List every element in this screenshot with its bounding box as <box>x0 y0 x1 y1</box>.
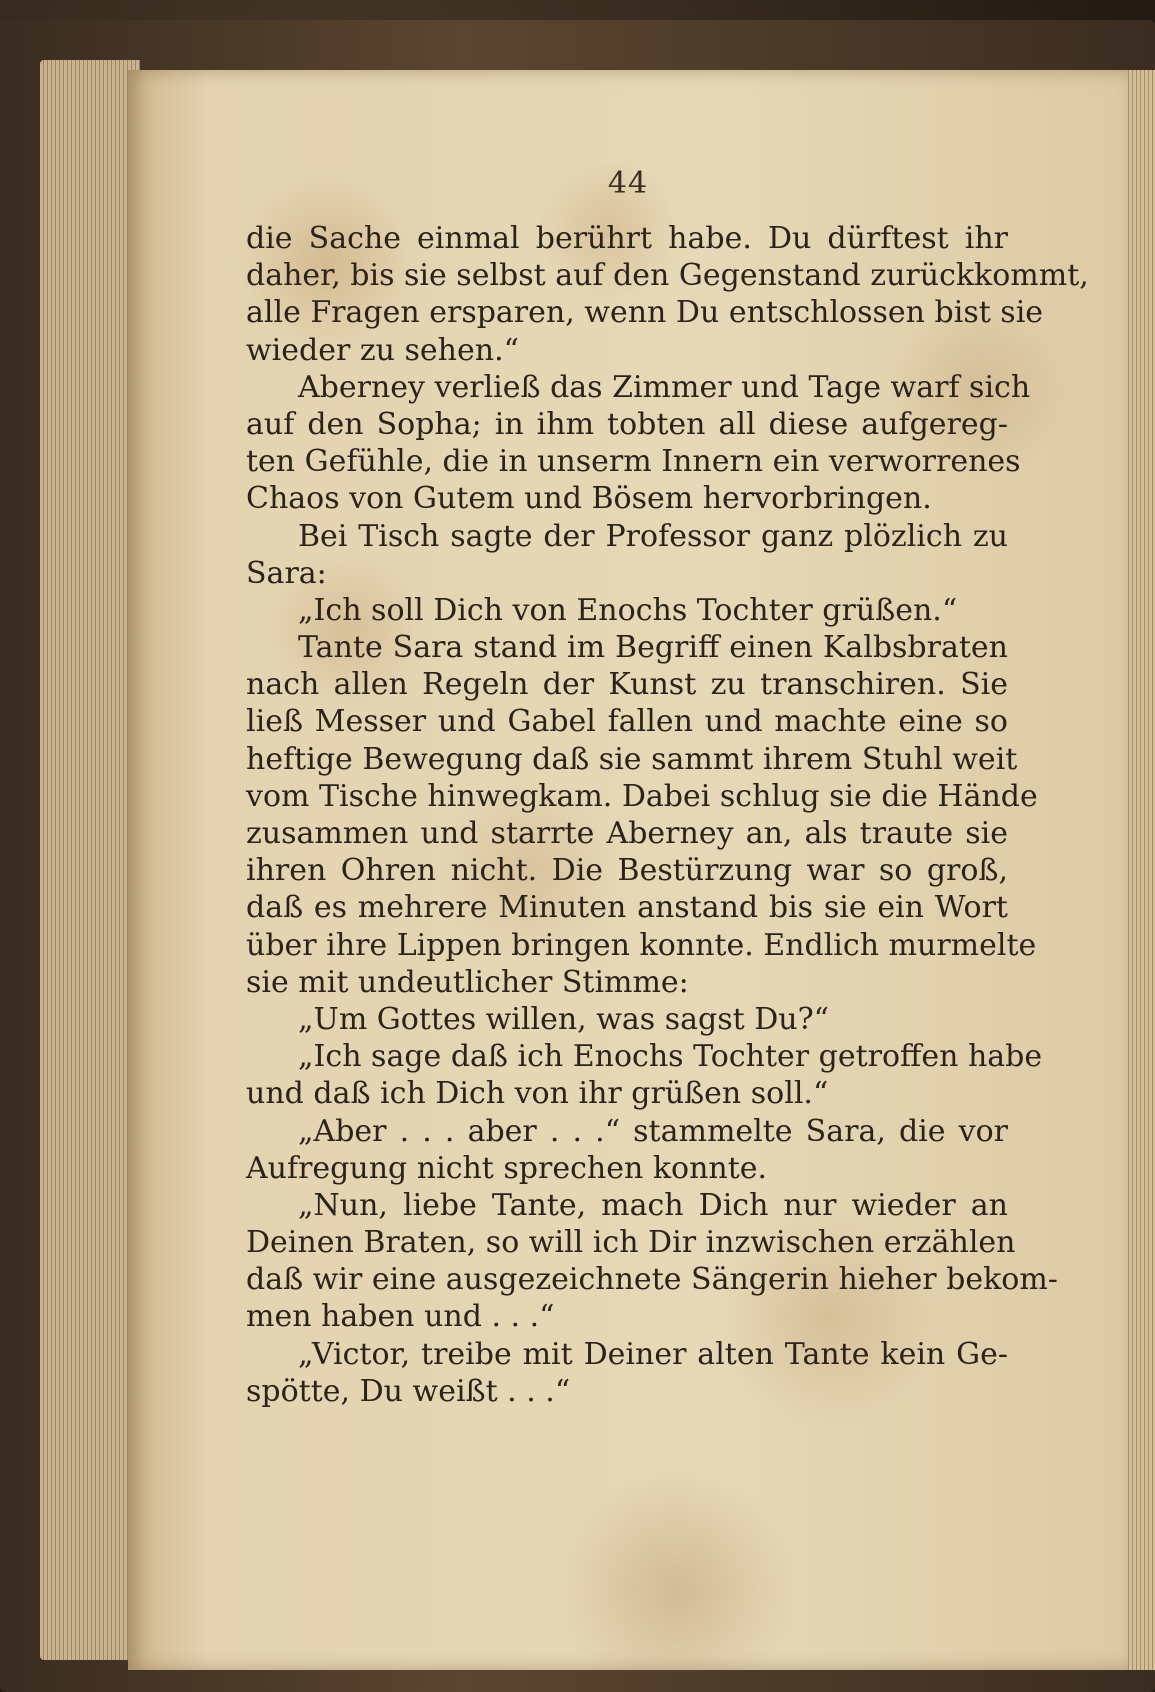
text-line: sie mit undeutlicher Stimme: <box>246 964 689 1000</box>
text-line: Tante Sara stand im Begriff einen Kalbsbraten <box>298 630 1008 666</box>
text-line: Chaos von Gutem und Bösem hervorbringen. <box>246 481 932 517</box>
text-line: ihren Ohren nicht. Die Bestürzung war so groß, <box>246 853 1008 889</box>
text-line: Bei Tisch sagte der Professor ganz plözlich zu <box>298 518 1008 554</box>
text-line: „Nun, liebe Tante, mach Dich nur wieder an <box>298 1187 1008 1223</box>
text-line: Aufregung nicht sprechen konnte. <box>246 1150 768 1186</box>
text-line: Sara: <box>246 555 327 591</box>
page-edges-left <box>40 60 140 1660</box>
text-line: alle Fragen ersparen, wenn Du entschlossen bist sie <box>246 295 1044 331</box>
text-line: daher, bis sie selbst auf den Gegenstand zurückkommt, <box>246 258 1089 294</box>
body-text <box>246 220 1089 1410</box>
text-line: nach allen Regeln der Kunst zu transchiren. Sie <box>246 667 1008 703</box>
text-line: wieder zu sehen.“ <box>246 332 519 368</box>
text-line: „Ich sage daß ich Enochs Tochter getroffen habe <box>298 1039 1043 1075</box>
text-line: men haben und . . .“ <box>246 1299 555 1335</box>
text-line: ließ Messer und Gabel fallen und machte eine so <box>246 704 1008 740</box>
page-edges-right <box>1125 70 1155 1670</box>
text-line: und daß ich Dich von ihr grüßen soll.“ <box>246 1076 829 1112</box>
text-line: spötte, Du weißt . . .“ <box>246 1373 571 1409</box>
text-line: Aberney verließ das Zimmer und Tage warf sich <box>298 369 1031 405</box>
book-page <box>128 70 1128 1670</box>
text-line: „Victor, treibe mit Deiner alten Tante kein Ge- <box>298 1336 1008 1372</box>
text-line: „Um Gottes willen, was sagst Du?“ <box>298 1001 830 1037</box>
page-number: 44 <box>607 166 649 201</box>
text-line: Deinen Braten, so will ich Dir inzwischen erzählen <box>246 1225 1016 1261</box>
text-line: heftige Bewegung daß sie sammt ihrem Stuhl weit <box>246 741 1018 777</box>
text-line: vom Tische hinwegkam. Dabei schlug sie die Hände <box>246 778 1038 814</box>
text-line: über ihre Lippen bringen konnte. Endlich murmelte <box>246 927 1037 963</box>
text-line: daß es mehrere Minuten anstand bis sie ein Wort <box>246 890 1008 926</box>
text-line: „Ich soll Dich von Enochs Tochter grüßen.“ <box>298 592 958 628</box>
text-line: zusammen und starrte Aberney an, als traute sie <box>246 816 1008 851</box>
text-line: auf den Sopha; in ihm tobten all diese aufgereg- <box>246 406 1008 442</box>
text-line: ten Gefühle, die in unserm Innern ein verworrenes <box>246 444 1021 480</box>
text-line: die Sache einmal berührt habe. Du dürftest ihr <box>246 221 1008 256</box>
text-line: „Aber . . . aber . . .“ stammelte Sara, die vor <box>298 1113 1008 1149</box>
text-line: daß wir eine ausgezeichnete Sängerin hieher bekom- <box>246 1262 1058 1298</box>
